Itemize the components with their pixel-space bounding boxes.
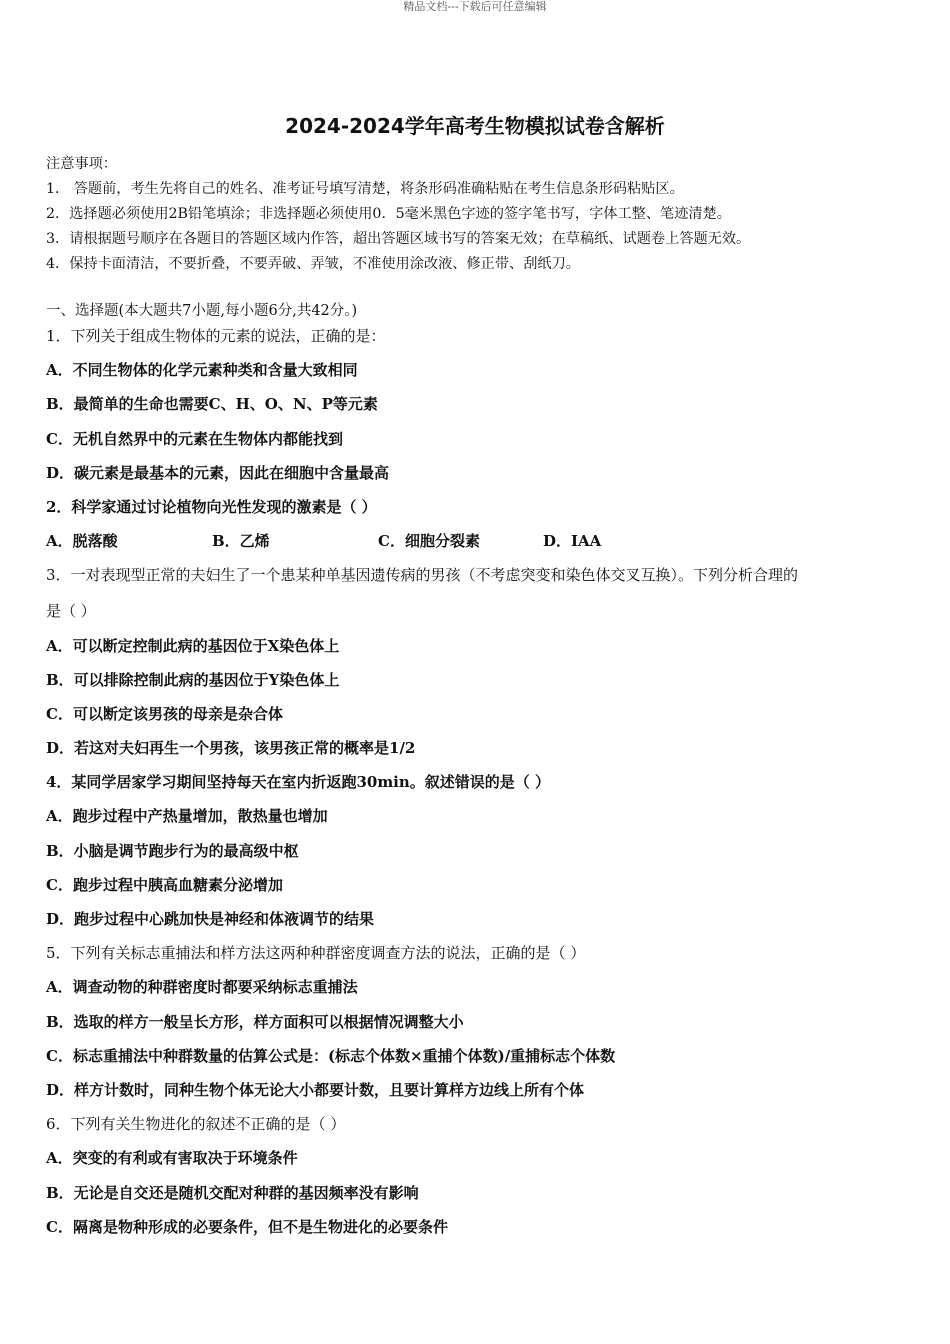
question-stem: 1．下列关于组成生物体的元素的说法，正确的是： — [46, 327, 386, 345]
question-stem: 2．科学家通过讨论植物向光性发现的激素是（ ） — [46, 497, 377, 516]
option-item: B．可以排除控制此病的基因位于Y染色体上 — [46, 670, 340, 689]
option-item: A．可以断定控制此病的基因位于X染色体上 — [46, 636, 340, 655]
option-item: B．选取的样方一般呈长方形，样方面积可以根据情况调整大小 — [46, 1012, 464, 1031]
notes-item: 3．请根据题号顺序在各题目的答题区域内作答，超出答题区域书写的答案无效；在草稿纸、试题卷上答题无效。 — [46, 231, 751, 247]
notes-item: 4．保持卡面清洁，不要折叠，不要弄破、弄皱，不准使用涂改液、修正带、刮纸刀。 — [46, 256, 580, 272]
question-stem-cont: 是（ ） — [46, 602, 96, 621]
notes-heading: 注意事项： — [46, 156, 117, 172]
question-stem: 4．某同学居家学习期间坚持每天在室内折返跑30min。叙述错误的是（ ） — [46, 773, 551, 792]
option-item: D．跑步过程中心跳加快是神经和体液调节的结果 — [46, 910, 375, 928]
option-item: C．隔离是物种形成的必要条件，但不是生物进化的必要条件 — [46, 1217, 448, 1236]
option-item: B．小脑是调节跑步行为的最高级中枢 — [46, 841, 299, 860]
option-item: D．若这对夫妇再生一个男孩，该男孩正常的概率是1/2 — [46, 739, 416, 758]
question-stem: 3．一对表现型正常的夫妇生了一个患某种单基因遗传病的男孩（不考虑突变和染色体交叉互换）。下列分析合理的 — [46, 566, 799, 585]
option-item: B．无论是自交还是随机交配对种群的基因频率没有影响 — [46, 1183, 419, 1202]
option-item: A．脱落酸 — [46, 532, 118, 551]
notes-item: 2．选择题必须使用2B铅笔填涂；非选择题必须使用0．5毫米黑色字迹的签字笔书写，字体工整、笔迹清楚。 — [46, 206, 731, 222]
option-item: C．无机自然界中的元素在生物体内都能找到 — [46, 429, 343, 448]
option-item: A．跑步过程中产热量增加，散热量也增加 — [46, 807, 328, 826]
option-item: D．IAA — [543, 532, 602, 551]
question-stem: 6．下列有关生物进化的叙述不正确的是（ ） — [46, 1115, 346, 1134]
page-title: 2024-2024学年高考生物模拟试卷含解析 — [285, 114, 665, 138]
page-header: 精品文档---下载后可任意编辑 — [403, 0, 547, 13]
option-item: C．跑步过程中胰高血糖素分泌增加 — [46, 875, 283, 894]
option-item: C．细胞分裂素 — [378, 532, 480, 551]
option-item: C．可以断定该男孩的母亲是杂合体 — [46, 704, 283, 723]
option-row — [46, 530, 906, 564]
option-item: D．样方计数时，同种生物个体无论大小都要计数，且要计算样方边线上所有个体 — [46, 1080, 585, 1099]
option-item: A．突变的有利或有害取决于环境条件 — [46, 1149, 298, 1168]
notes-block — [46, 152, 916, 277]
option-item: D．碳元素是最基本的元素，因此在细胞中含量最高 — [46, 463, 390, 482]
option-item: A．调查动物的种群密度时都要采纳标志重捕法 — [46, 978, 358, 997]
questions — [46, 325, 906, 1250]
section-heading: 一、选择题(本大题共7小题,每小题6分,共42分。) — [46, 303, 358, 319]
option-item: B．乙烯 — [212, 532, 270, 551]
option-item: B．最简单的生命也需要C、H、O、N、P等元素 — [46, 395, 378, 414]
question-stem: 5．下列有关标志重捕法和样方法这两种种群密度调查方法的说法，正确的是（ ） — [46, 944, 586, 963]
option-item: A．不同生物体的化学元素种类和含量大致相同 — [46, 361, 358, 380]
option-item: C．标志重捕法中种群数量的估算公式是：(标志个体数×重捕个体数)/重捕标志个体数 — [46, 1046, 616, 1065]
notes-item: 1． 答题前，考生先将自己的姓名、准考证号填写清楚，将条形码准确粘贴在考生信息条形码粘贴区。 — [46, 181, 684, 197]
